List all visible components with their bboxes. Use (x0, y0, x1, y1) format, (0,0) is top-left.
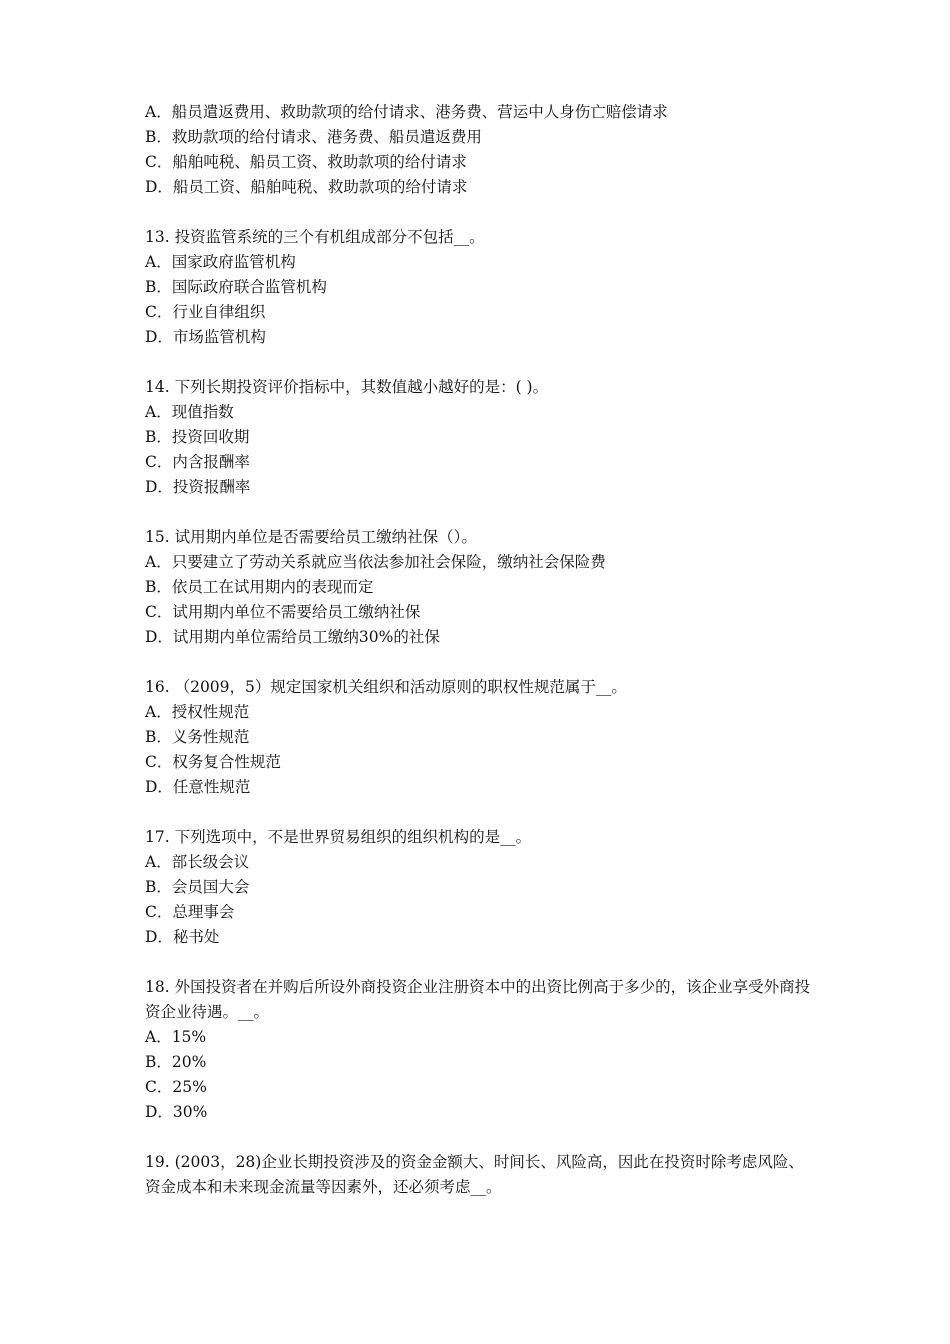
question-17 (145, 825, 815, 950)
option-c: C．内含报酬率 (145, 453, 250, 471)
option-d: D．船员工资、船舶吨税、救助款项的给付请求 (145, 178, 468, 196)
option-a: A．授权性规范 (145, 703, 250, 721)
option-d: D．秘书处 (145, 928, 220, 946)
document-content (145, 100, 815, 1200)
question-stem: 19. (2003，28)企业长期投资涉及的资金金额大、时间长、风险高，因此在投资时除考虑风险、资金成本和未来现金流量等因素外，还必须考虑__。 (145, 1153, 804, 1196)
option-b: B．依员工在试用期内的表现而定 (145, 578, 374, 596)
question-14 (145, 375, 815, 500)
question-16 (145, 675, 815, 800)
option-b: B．救助款项的给付请求、港务费、船员遣返费用 (145, 128, 482, 146)
option-b: B．投资回收期 (145, 428, 250, 446)
option-a: A．国家政府监管机构 (145, 253, 296, 271)
option-a: A．只要建立了劳动关系就应当依法参加社会保险，缴纳社会保险费 (145, 553, 606, 571)
question-15 (145, 525, 815, 650)
question-stem: 15. 试用期内单位是否需要给员工缴纳社保（）。 (145, 528, 477, 546)
question-stem: 16. （2009，5）规定国家机关组织和活动原则的职权性规范属于__。 (145, 678, 627, 696)
question-stem: 17. 下列选项中，不是世界贸易组织的组织机构的是__。 (145, 828, 532, 846)
question-19 (145, 1150, 815, 1200)
option-c: C．25% (145, 1078, 207, 1096)
option-b: B．20% (145, 1053, 207, 1071)
option-d: D．市场监管机构 (145, 328, 266, 346)
option-b: B．义务性规范 (145, 728, 250, 746)
question-stem: 13. 投资监管系统的三个有机组成部分不包括__。 (145, 228, 485, 246)
option-a: A．船员遣返费用、救助款项的给付请求、港务费、营运中人身伤亡赔偿请求 (145, 103, 668, 121)
question-stem: 14. 下列长期投资评价指标中，其数值越小越好的是：( )。 (145, 378, 549, 396)
option-c: C．权务复合性规范 (145, 753, 281, 771)
option-d: D．任意性规范 (145, 778, 251, 796)
option-c: C．试用期内单位不需要给员工缴纳社保 (145, 603, 421, 621)
option-d: D．投资报酬率 (145, 478, 251, 496)
option-a: A．15% (145, 1028, 207, 1046)
option-c: C．船舶吨税、船员工资、救助款项的给付请求 (145, 153, 467, 171)
option-list-intro (145, 100, 815, 200)
question-stem: 18. 外国投资者在并购后所设外商投资企业注册资本中的出资比例高于多少的，该企业享受外商投资企业待遇。__。 (145, 978, 811, 1021)
option-a: A．部长级会议 (145, 853, 250, 871)
question-18 (145, 975, 815, 1125)
option-d: D．试用期内单位需给员工缴纳30%的社保 (145, 628, 440, 646)
option-b: B．国际政府联合监管机构 (145, 278, 327, 296)
option-c: C．行业自律组织 (145, 303, 266, 321)
option-b: B．会员国大会 (145, 878, 250, 896)
option-a: A．现值指数 (145, 403, 234, 421)
option-d: D．30% (145, 1103, 208, 1121)
question-13 (145, 225, 815, 350)
option-c: C．总理事会 (145, 903, 235, 921)
